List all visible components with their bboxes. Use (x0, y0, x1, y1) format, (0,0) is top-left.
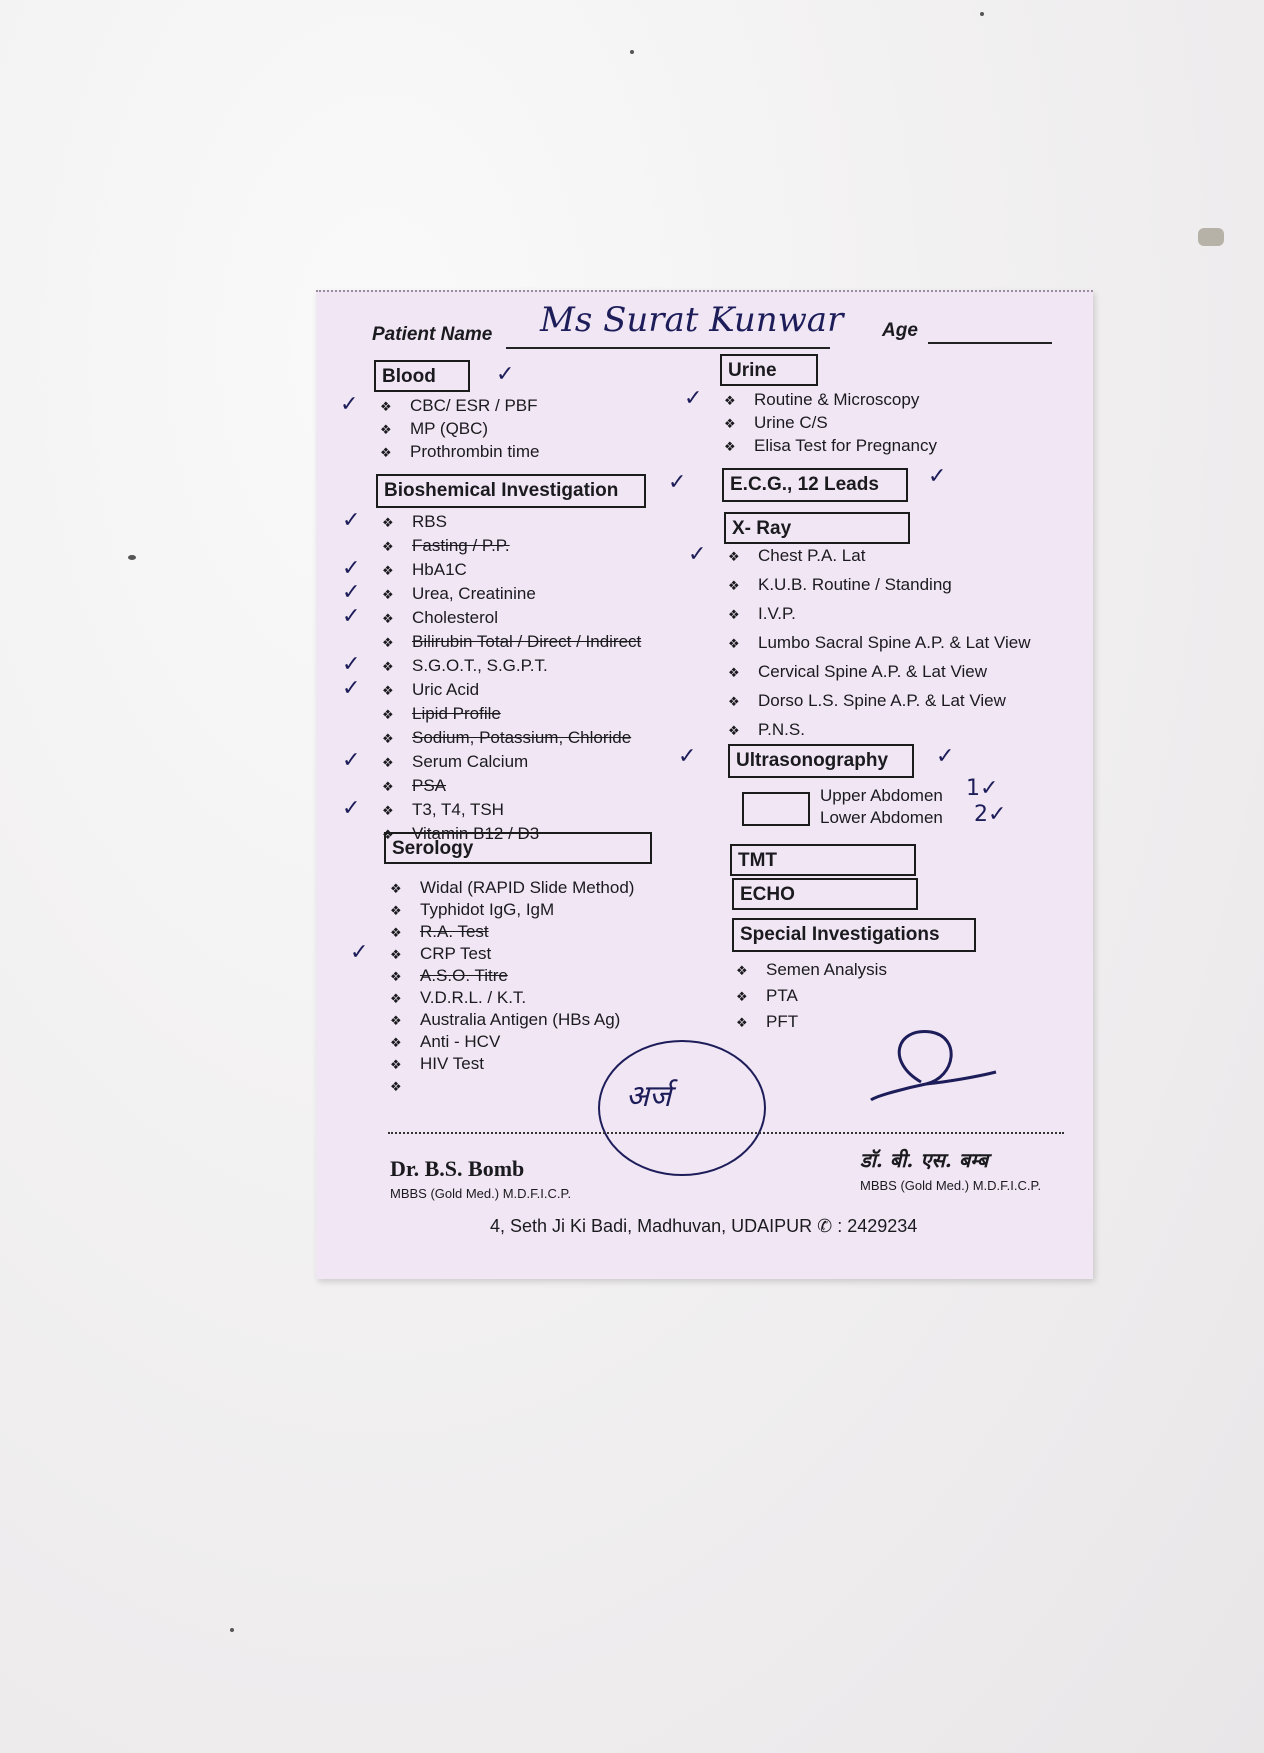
serology-item (390, 1076, 420, 1096)
bullet-icon: ❖ (736, 963, 748, 978)
age-line (928, 342, 1052, 344)
biochemical-item-label: RBS (412, 512, 447, 531)
xray-item (728, 691, 1006, 711)
serology-item-label: A.S.O. Titre (420, 966, 508, 985)
doctor-signature (866, 1022, 1006, 1112)
biochemical-item (382, 632, 641, 652)
bullet-icon: ❖ (382, 563, 394, 578)
bullet-icon: ❖ (390, 1057, 402, 1072)
bullet-icon: ❖ (728, 607, 740, 622)
biochemical-item-label: Bilirubin Total / Direct / Indirect (412, 632, 642, 651)
patient-name-value: Ms Surat Kunwar (540, 300, 844, 340)
serology-item (390, 1010, 620, 1030)
xray-item (728, 575, 952, 595)
serology-item (390, 878, 634, 898)
urine-item (724, 390, 919, 410)
bullet-icon: ❖ (390, 947, 402, 962)
biochemical-item (382, 584, 536, 604)
serology-item (390, 1032, 500, 1052)
tick-mark: ✓ (342, 652, 361, 677)
bullet-icon: ❖ (736, 989, 748, 1004)
echo-section-title: ECHO (732, 878, 918, 910)
biochemical-item-label: Fasting / P.P. (412, 536, 510, 555)
bullet-icon: ❖ (724, 416, 736, 431)
special-item (736, 960, 887, 980)
serology-item (390, 988, 526, 1008)
bullet-icon: ❖ (724, 393, 736, 408)
patient-name-label: Patient Name (372, 324, 493, 345)
tick-mark: ✓ (340, 392, 359, 417)
ultrasonography-bracket-box (742, 792, 810, 826)
bullet-icon: ❖ (382, 731, 394, 746)
blood-item (380, 419, 488, 439)
serology-item (390, 944, 491, 964)
tick-mark: ✓ (688, 542, 707, 567)
bullet-icon: ❖ (390, 903, 402, 918)
tick-mark: ✓ (342, 556, 361, 581)
biochemical-item (382, 800, 504, 820)
special-item (736, 986, 798, 1006)
biochemical-section-title: Bioshemical Investigation (376, 474, 646, 508)
biochemical-item-label: S.G.O.T., S.G.P.T. (412, 656, 548, 675)
handwritten-circle (598, 1040, 766, 1176)
biochemical-item-label: Urea, Creatinine (412, 584, 536, 603)
bullet-icon: ❖ (382, 827, 394, 842)
xray-item-label: Chest P.A. Lat (758, 546, 866, 565)
tick-mark: ✓ (350, 940, 369, 965)
handwritten-note: अर्ज (626, 1079, 672, 1114)
bullet-icon: ❖ (390, 1013, 402, 1028)
biochemical-item-label: Lipid Profile (412, 704, 501, 723)
xray-item (728, 720, 805, 740)
xray-item-label: I.V.P. (758, 604, 796, 623)
xray-item-label: Dorso L.S. Spine A.P. & Lat View (758, 691, 1006, 710)
scan-smudge (1198, 228, 1224, 246)
xray-item (728, 633, 1031, 653)
bullet-icon: ❖ (390, 969, 402, 984)
serology-item-label: HIV Test (420, 1054, 484, 1073)
biochemical-item-label: PSA (412, 776, 447, 795)
urine-item (724, 436, 937, 456)
bullet-icon: ❖ (390, 881, 402, 896)
bullet-icon: ❖ (724, 439, 736, 454)
patient-name-line (506, 347, 830, 349)
biochemical-item (382, 560, 467, 580)
doctor-qualifications: MBBS (Gold Med.) M.D.F.I.C.P. (390, 1186, 572, 1201)
special-item (736, 1012, 798, 1032)
biochemical-item (382, 608, 498, 628)
biochemical-item (382, 752, 528, 772)
xray-item (728, 546, 865, 566)
clinic-address: 4, Seth Ji Ki Badi, Madhuvan, UDAIPUR ✆ : 2429234 (490, 1216, 918, 1236)
urine-item (724, 413, 828, 433)
urine-item-label: Routine & Microscopy (754, 390, 920, 409)
tick-mark: ✓ (342, 508, 361, 533)
bullet-icon: ❖ (380, 422, 392, 437)
tick-mark: ✓ (496, 362, 515, 387)
bullet-icon: ❖ (728, 665, 740, 680)
urine-item-label: Urine C/S (754, 413, 828, 432)
bullet-icon: ❖ (390, 1079, 402, 1094)
bullet-icon: ❖ (380, 445, 392, 460)
tick-mark: ✓ (342, 580, 361, 605)
bullet-icon: ❖ (728, 723, 740, 738)
ecg-section-title: E.C.G., 12 Leads (722, 468, 908, 502)
tick-mark-annotation-2: 2✓ (974, 802, 1007, 827)
serology-item (390, 900, 554, 920)
xray-section-title: X- Ray (724, 512, 910, 544)
tick-mark: ✓ (342, 676, 361, 701)
bullet-icon: ❖ (382, 539, 394, 554)
ultrasonography-upper-abdomen: Upper Abdomen (820, 786, 943, 805)
bullet-icon: ❖ (390, 1035, 402, 1050)
biochemical-item (382, 536, 510, 556)
lab-request-form (316, 290, 1093, 1279)
serology-item (390, 1054, 484, 1074)
bullet-icon: ❖ (382, 803, 394, 818)
tick-mark: ✓ (936, 744, 955, 769)
serology-item-label: R.A. Test (420, 922, 489, 941)
biochemical-item-label: Vitamin B12 / D3 (412, 824, 540, 843)
doctor-qualifications-right: MBBS (Gold Med.) M.D.F.I.C.P. (860, 1178, 1042, 1193)
bullet-icon: ❖ (382, 779, 394, 794)
tick-mark: ✓ (342, 748, 361, 773)
biochemical-item-label: Sodium, Potassium, Chloride (412, 728, 632, 747)
bullet-icon: ❖ (382, 707, 394, 722)
biochemical-item-label: Uric Acid (412, 680, 480, 699)
serology-item-label: CRP Test (420, 944, 492, 963)
xray-item (728, 604, 796, 624)
serology-item-label: Widal (RAPID Slide Method) (420, 878, 635, 897)
tick-mark: ✓ (342, 796, 361, 821)
xray-item-label: Cervical Spine A.P. & Lat View (758, 662, 988, 681)
bullet-icon: ❖ (728, 578, 740, 593)
xray-item (728, 662, 987, 682)
biochemical-item (382, 704, 501, 724)
special-investigations-title: Special Investigations (732, 918, 976, 952)
biochemical-item (382, 656, 548, 676)
serology-item (390, 922, 489, 942)
blood-item-label: Prothrombin time (410, 442, 540, 461)
bullet-icon: ❖ (382, 611, 394, 626)
special-item-label: Semen Analysis (766, 960, 887, 979)
bullet-icon: ❖ (380, 399, 392, 414)
biochemical-item (382, 512, 447, 532)
blood-item (380, 396, 538, 416)
bullet-icon: ❖ (728, 694, 740, 709)
serology-item-label: Australia Antigen (HBs Ag) (420, 1010, 621, 1029)
serology-item (390, 966, 508, 986)
biochemical-item-label: T3, T4, TSH (412, 800, 504, 819)
tick-mark: ✓ (928, 464, 947, 489)
bullet-icon: ❖ (728, 636, 740, 651)
blood-item-label: CBC/ ESR / PBF (410, 396, 538, 415)
bullet-icon: ❖ (382, 635, 394, 650)
blood-item-label: MP (QBC) (410, 419, 489, 438)
tick-mark: ✓ (684, 386, 703, 411)
bullet-icon: ❖ (382, 755, 394, 770)
tick-mark: ✓ (678, 744, 697, 769)
scan-speck (128, 555, 136, 560)
tick-mark-annotation-1: 1✓ (966, 776, 999, 801)
bullet-icon: ❖ (728, 549, 740, 564)
special-item-label: PFT (766, 1012, 799, 1031)
age-label: Age (882, 320, 918, 341)
xray-item-label: K.U.B. Routine / Standing (758, 575, 952, 594)
ultrasonography-section-title: Ultrasonography (728, 744, 914, 778)
biochemical-item (382, 680, 479, 700)
xray-item-label: P.N.S. (758, 720, 805, 739)
biochemical-item-label: HbA1C (412, 560, 467, 579)
bullet-icon: ❖ (390, 925, 402, 940)
serology-section-title: Serology (384, 832, 652, 864)
tick-mark: ✓ (668, 470, 687, 495)
scan-speck (980, 12, 984, 16)
serology-item-label: V.D.R.L. / K.T. (420, 988, 527, 1007)
scan-speck (230, 1628, 234, 1632)
tmt-section-title: TMT (730, 844, 916, 876)
biochemical-item (382, 776, 446, 796)
bullet-icon: ❖ (390, 991, 402, 1006)
special-item-label: PTA (766, 986, 798, 1005)
biochemical-item-label: Serum Calcium (412, 752, 529, 771)
blood-item (380, 442, 539, 462)
ultrasonography-lower-abdomen: Lower Abdomen (820, 808, 943, 827)
serology-item-label: Typhidot IgG, IgM (420, 900, 555, 919)
bullet-icon: ❖ (382, 659, 394, 674)
serology-item-label: Anti - HCV (420, 1032, 501, 1051)
urine-section-title: Urine (720, 354, 818, 386)
bullet-icon: ❖ (382, 515, 394, 530)
bullet-icon: ❖ (382, 587, 394, 602)
bullet-icon: ❖ (736, 1015, 748, 1030)
tick-mark: ✓ (342, 604, 361, 629)
biochemical-item-label: Cholesterol (412, 608, 498, 627)
doctor-name: Dr. B.S. Bomb (390, 1156, 525, 1181)
footer-divider (388, 1132, 1064, 1134)
xray-item-label: Lumbo Sacral Spine A.P. & Lat View (758, 633, 1031, 652)
urine-item-label: Elisa Test for Pregnancy (754, 436, 937, 455)
doctor-name-hindi: डॉ. बी. एस. बम्ब (860, 1148, 989, 1172)
biochemical-item (382, 728, 631, 748)
scan-speck (630, 50, 634, 54)
blood-section-title: Blood (374, 360, 470, 392)
bullet-icon: ❖ (382, 683, 394, 698)
